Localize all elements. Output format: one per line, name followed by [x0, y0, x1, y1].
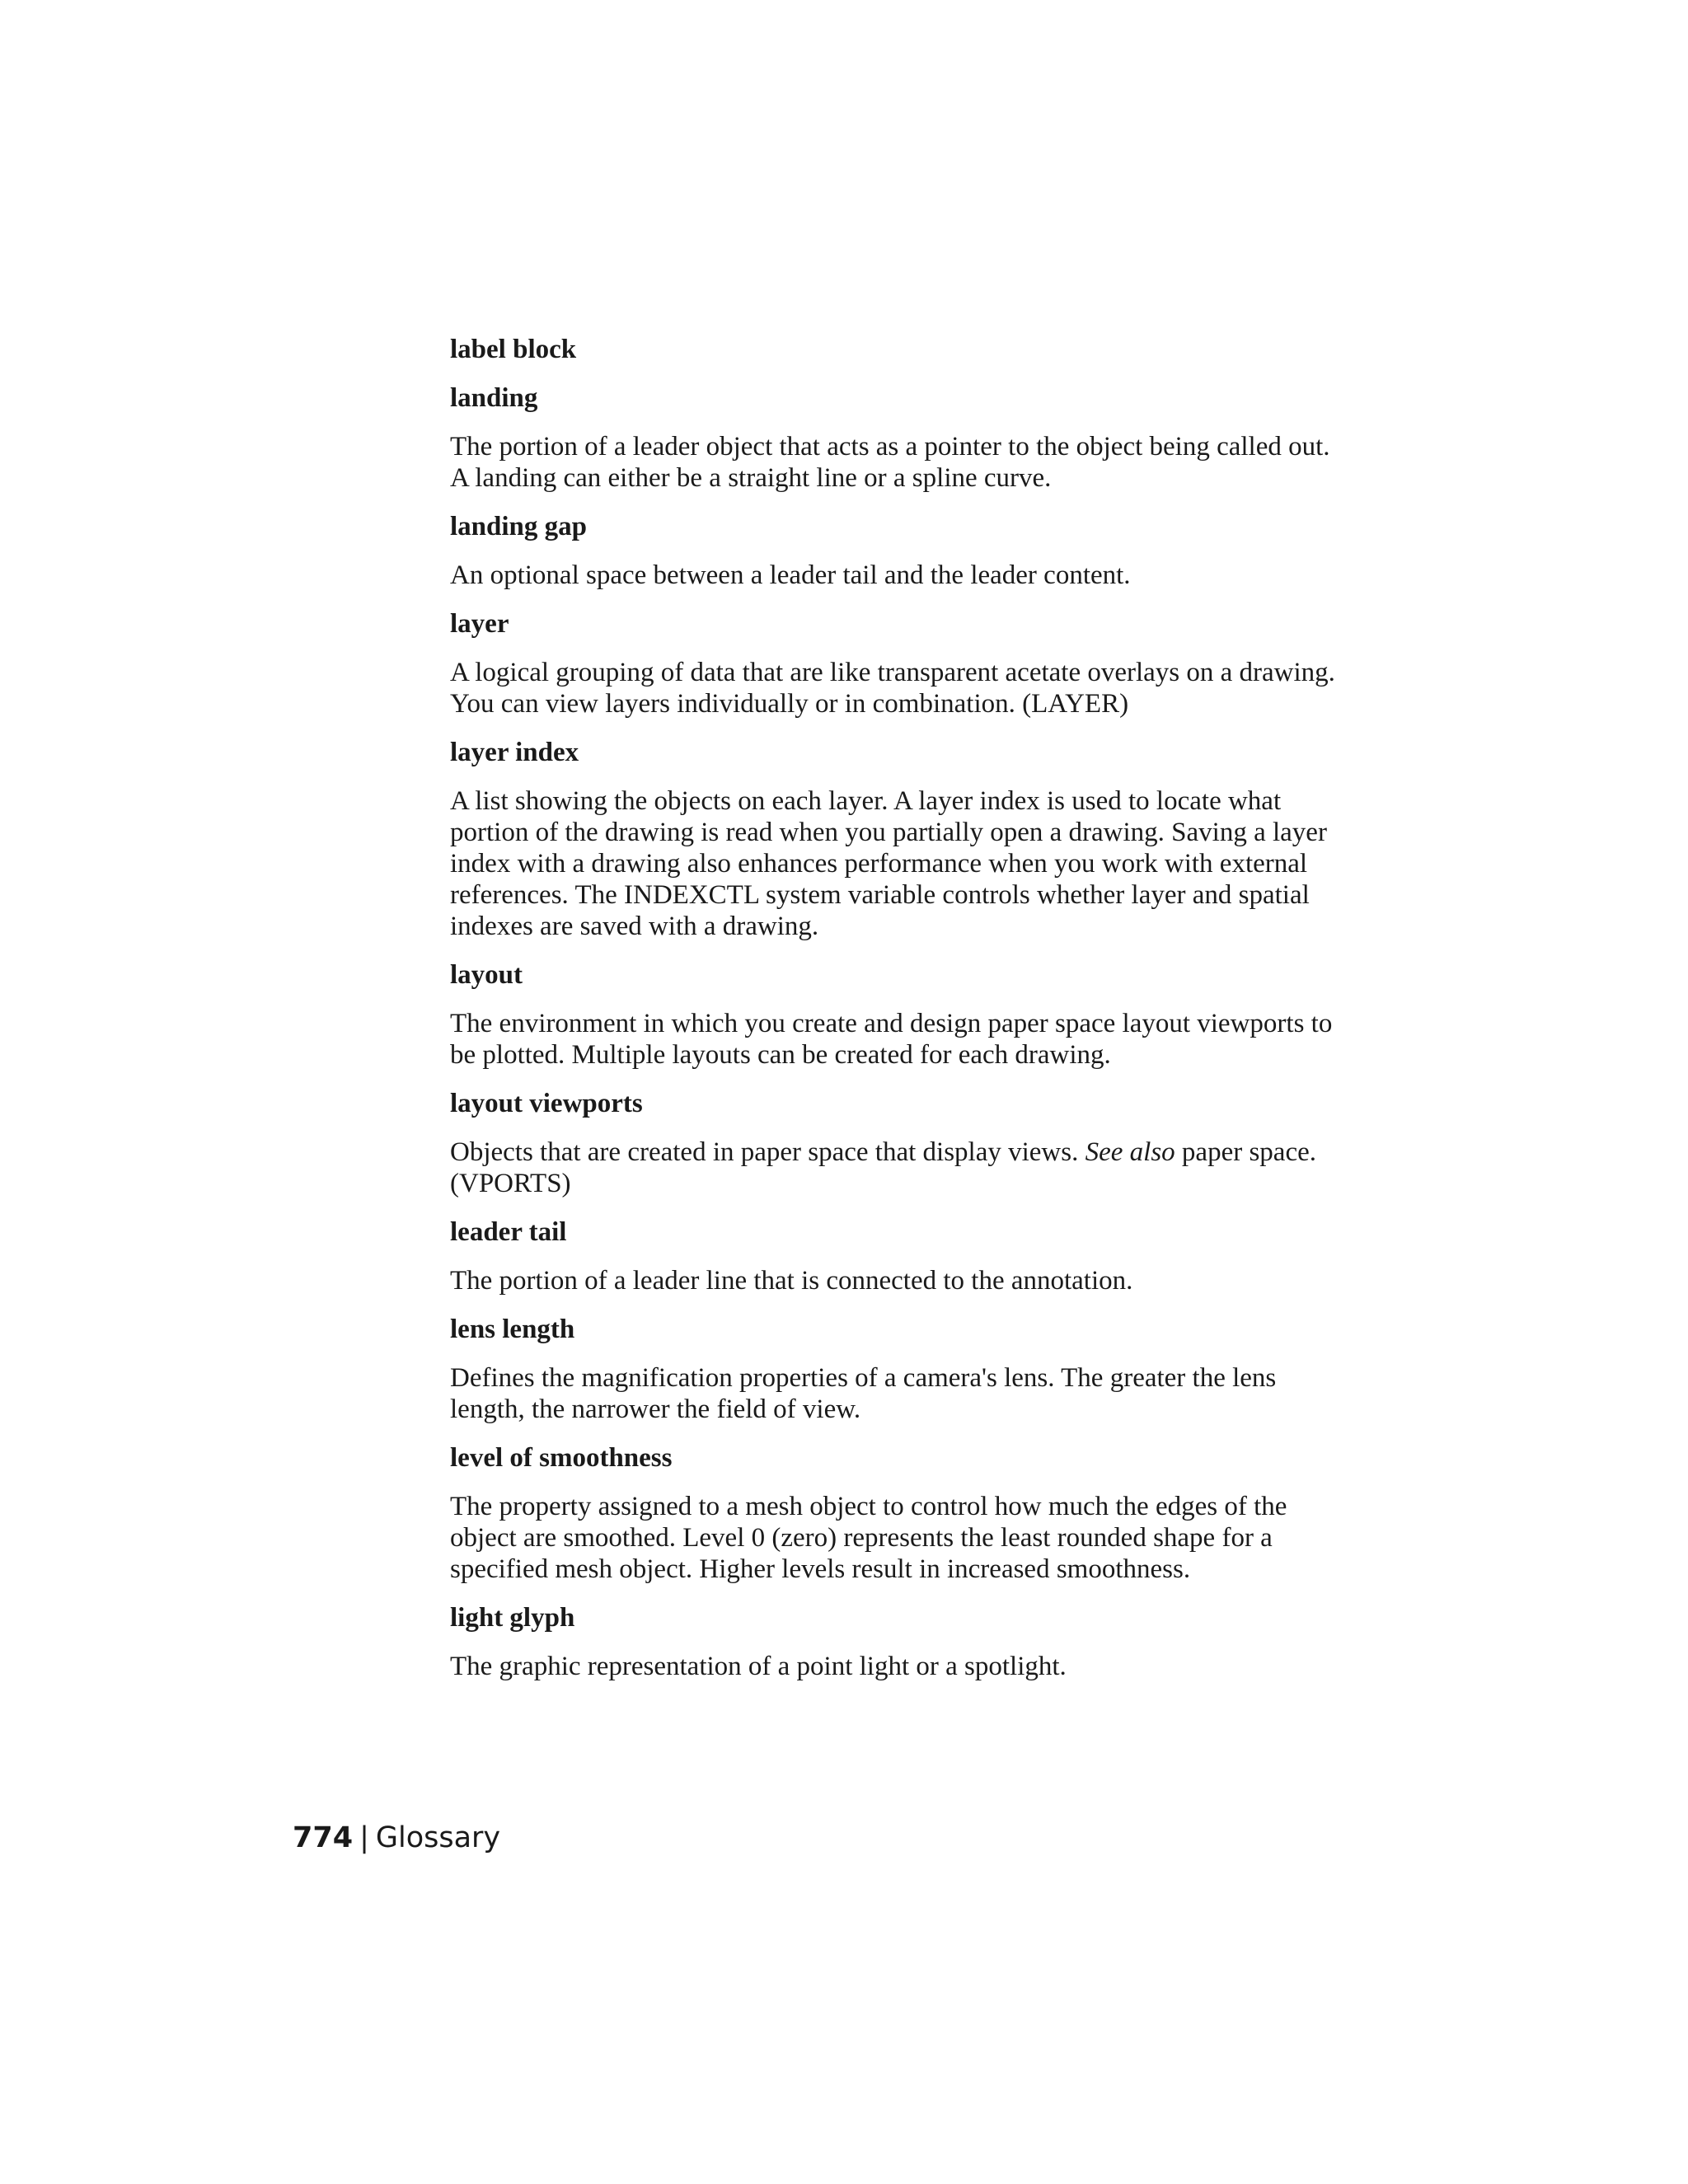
- definition-text: paper space. (VPORTS): [450, 1137, 1316, 1198]
- glossary-definition: The graphic representation of a point light or a spotlight.: [450, 1652, 1067, 1681]
- glossary-definition: The property assigned to a mesh object to control how much the edges of the object are smoothed. Level 0 (zero) represents the least rounded shape for a specified mesh object. Higher levels result in increased smoothness.: [450, 1492, 1287, 1584]
- glossary-definition: Defines the magnification properties of a camera's lens. The greater the lens length, the narrower the field of view.: [450, 1363, 1277, 1424]
- glossary-definition: [450, 1137, 1340, 1199]
- page-number: 774: [293, 1821, 354, 1854]
- glossary-term: level of smoothness: [450, 1443, 673, 1473]
- glossary-term: lens length: [450, 1315, 575, 1344]
- glossary-definition: A list showing the objects on each layer. A layer index is used to locate what portion of the drawing is read when you partially open a drawing. Saving a layer index with a drawing also enhances performance when you work with external references. The INDEXCTL system variable controls whether layer and spatial indexes are saved with a drawing.: [450, 786, 1327, 941]
- glossary-term: landing: [450, 383, 538, 413]
- glossary-definition: A logical grouping of data that are like transparent acetate overlays on a drawing. You can view layers individually or in combination. (LAYER): [450, 658, 1335, 719]
- glossary-term: label block: [450, 335, 577, 364]
- glossary-term: layout viewports: [450, 1089, 643, 1118]
- glossary-content: [450, 334, 1340, 1699]
- glossary-definition: The portion of a leader line that is connected to the annotation.: [450, 1266, 1133, 1296]
- glossary-definition: An optional space between a leader tail and the leader content.: [450, 560, 1131, 590]
- glossary-term: landing gap: [450, 512, 587, 541]
- glossary-definition: The portion of a leader object that acts as a pointer to the object being called out. A landing can either be a straight line or a spline curve.: [450, 432, 1330, 493]
- section-name: Glossary: [375, 1821, 501, 1854]
- footer-separator: |: [359, 1821, 369, 1854]
- glossary-term: layout: [450, 960, 523, 990]
- definition-text: Objects that are created in paper space that display views.: [450, 1137, 1079, 1167]
- glossary-term: layer index: [450, 738, 579, 767]
- glossary-term: leader tail: [450, 1217, 567, 1247]
- page-footer: [293, 1821, 500, 1854]
- see-also-reference: See also: [1085, 1137, 1175, 1167]
- glossary-term: light glyph: [450, 1603, 575, 1633]
- glossary-definition: The environment in which you create and design paper space layout viewports to be plotted. Multiple layouts can be created for each drawing.: [450, 1009, 1333, 1070]
- glossary-term: layer: [450, 609, 509, 639]
